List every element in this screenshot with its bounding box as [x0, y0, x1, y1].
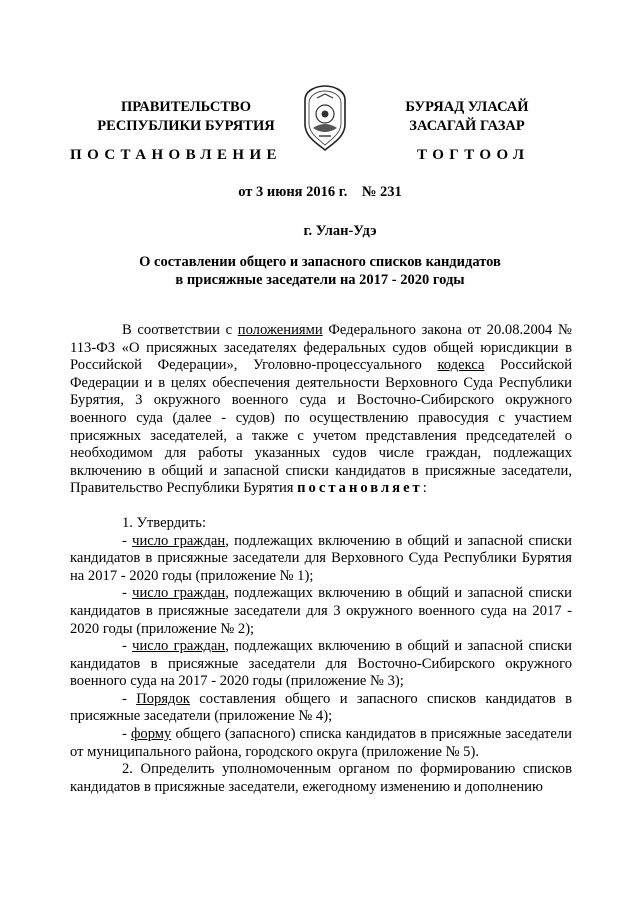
spacer: [70, 498, 572, 515]
list-item-text: , подлежащих включению в общий и запасной списки кандидатов в присяжные заседатели для Восточно-Сибирского окружного военного суда на 2017 - 2020 годы (приложение № 3);: [70, 638, 572, 690]
header-right-line1: БУРЯАД УЛАСАЙ: [405, 99, 529, 115]
header-right: [382, 98, 552, 136]
document-date: от 3 июня 2016 г.: [238, 184, 348, 200]
appendix-1-link[interactable]: число граждан: [132, 532, 226, 549]
city: г. Улан-Удэ: [303, 223, 377, 239]
item2-paragraph: 2. Определить уполномоченным органом по формированию списков кандидатов в присяжные заседатели, ежегодному изменению и дополнению: [70, 761, 572, 795]
list-item: [70, 533, 572, 586]
list-dash: -: [122, 532, 133, 549]
preamble-text: Российской Федерации и в целях обеспечения деятельности Верховного Суда Республики Бурятия, 3 окружного военного суда и Восточно-Сибирского окружного военного суда (далее - судов) по осуществлению правосудия с участием присяжных заседателей, а также с учетом представления председателей о необходимом для работы указанных судов числе граждан, подлежащих включению в общий и запасной списки кандидатов в присяжные заседатели, Правительство Республики Бурятия: [70, 357, 573, 497]
date-line: [0, 184, 640, 201]
appendix-4-link[interactable]: Порядок: [136, 690, 190, 707]
list-dash: -: [122, 726, 131, 743]
document-body: [70, 322, 572, 796]
preamble-text: В соответствии с: [122, 322, 238, 338]
preamble-text: :: [422, 480, 427, 497]
appendix-2-link[interactable]: число граждан: [132, 585, 226, 602]
coat-of-arms-emblem: [299, 84, 351, 152]
item1-heading: 1. Утвердить:: [122, 514, 207, 531]
appendix-5-link[interactable]: форму: [130, 726, 172, 743]
list-item: [70, 691, 572, 726]
list-item-text: , подлежащих включению в общий и запасной списки кандидатов в присяжные заседатели для Верховного Суда Республики Бурятия на 2017 - 2020 годы (приложение № 1);: [70, 532, 572, 584]
doc-type-right: ТОГТООЛ: [417, 147, 530, 163]
resolves-word: постановляет: [297, 480, 423, 497]
list-item-text: , подлежащих включению в общий и запасной списки кандидатов в присяжные заседатели для 3 окружного военного суда на 2017 - 2020 годы (приложение № 2);: [70, 585, 572, 637]
appendix-3-link[interactable]: число граждан: [132, 638, 226, 655]
preamble-paragraph: [70, 322, 572, 498]
code-link[interactable]: кодекса: [437, 357, 485, 374]
list-dash: -: [122, 690, 137, 707]
title-line1: О составлении общего и запасного списков кандидатов: [139, 254, 501, 270]
doc-type-left: ПОСТАНОВЛЕНИЕ: [70, 147, 282, 163]
header-left: [88, 98, 284, 136]
list-item: [70, 726, 572, 761]
list-dash: -: [122, 638, 133, 655]
preamble-text: Федерального закона от 20.08.2004 № 113-ФЗ «О присяжных заседателях федеральных судов общей юрисдикции в Российской Федерации», Уголовно-процессуального: [70, 322, 572, 374]
header-right-line2: ЗАСАГАЙ ГАЗАР: [409, 118, 525, 134]
title-line2: в присяжные заседатели на 2017 - 2020 годы: [175, 272, 465, 288]
document-number: № 231: [361, 184, 402, 200]
list-dash: -: [122, 585, 133, 602]
list-item-text: общего (запасного) списка кандидатов в присяжные заседатели от муниципального района, городского округа (приложение № 5).: [70, 726, 572, 760]
list-item-text: составления общего и запасного списков кандидатов в присяжные заседатели (приложение № 4);: [70, 690, 572, 725]
header-left-line1: ПРАВИТЕЛЬСТВО: [121, 99, 251, 115]
list-item: [70, 585, 572, 638]
list-item: [70, 638, 572, 691]
document-title: [70, 253, 570, 289]
header-left-line2: РЕСПУБЛИКИ БУРЯТИЯ: [97, 118, 275, 134]
law-provisions-link[interactable]: положениями: [237, 322, 323, 338]
